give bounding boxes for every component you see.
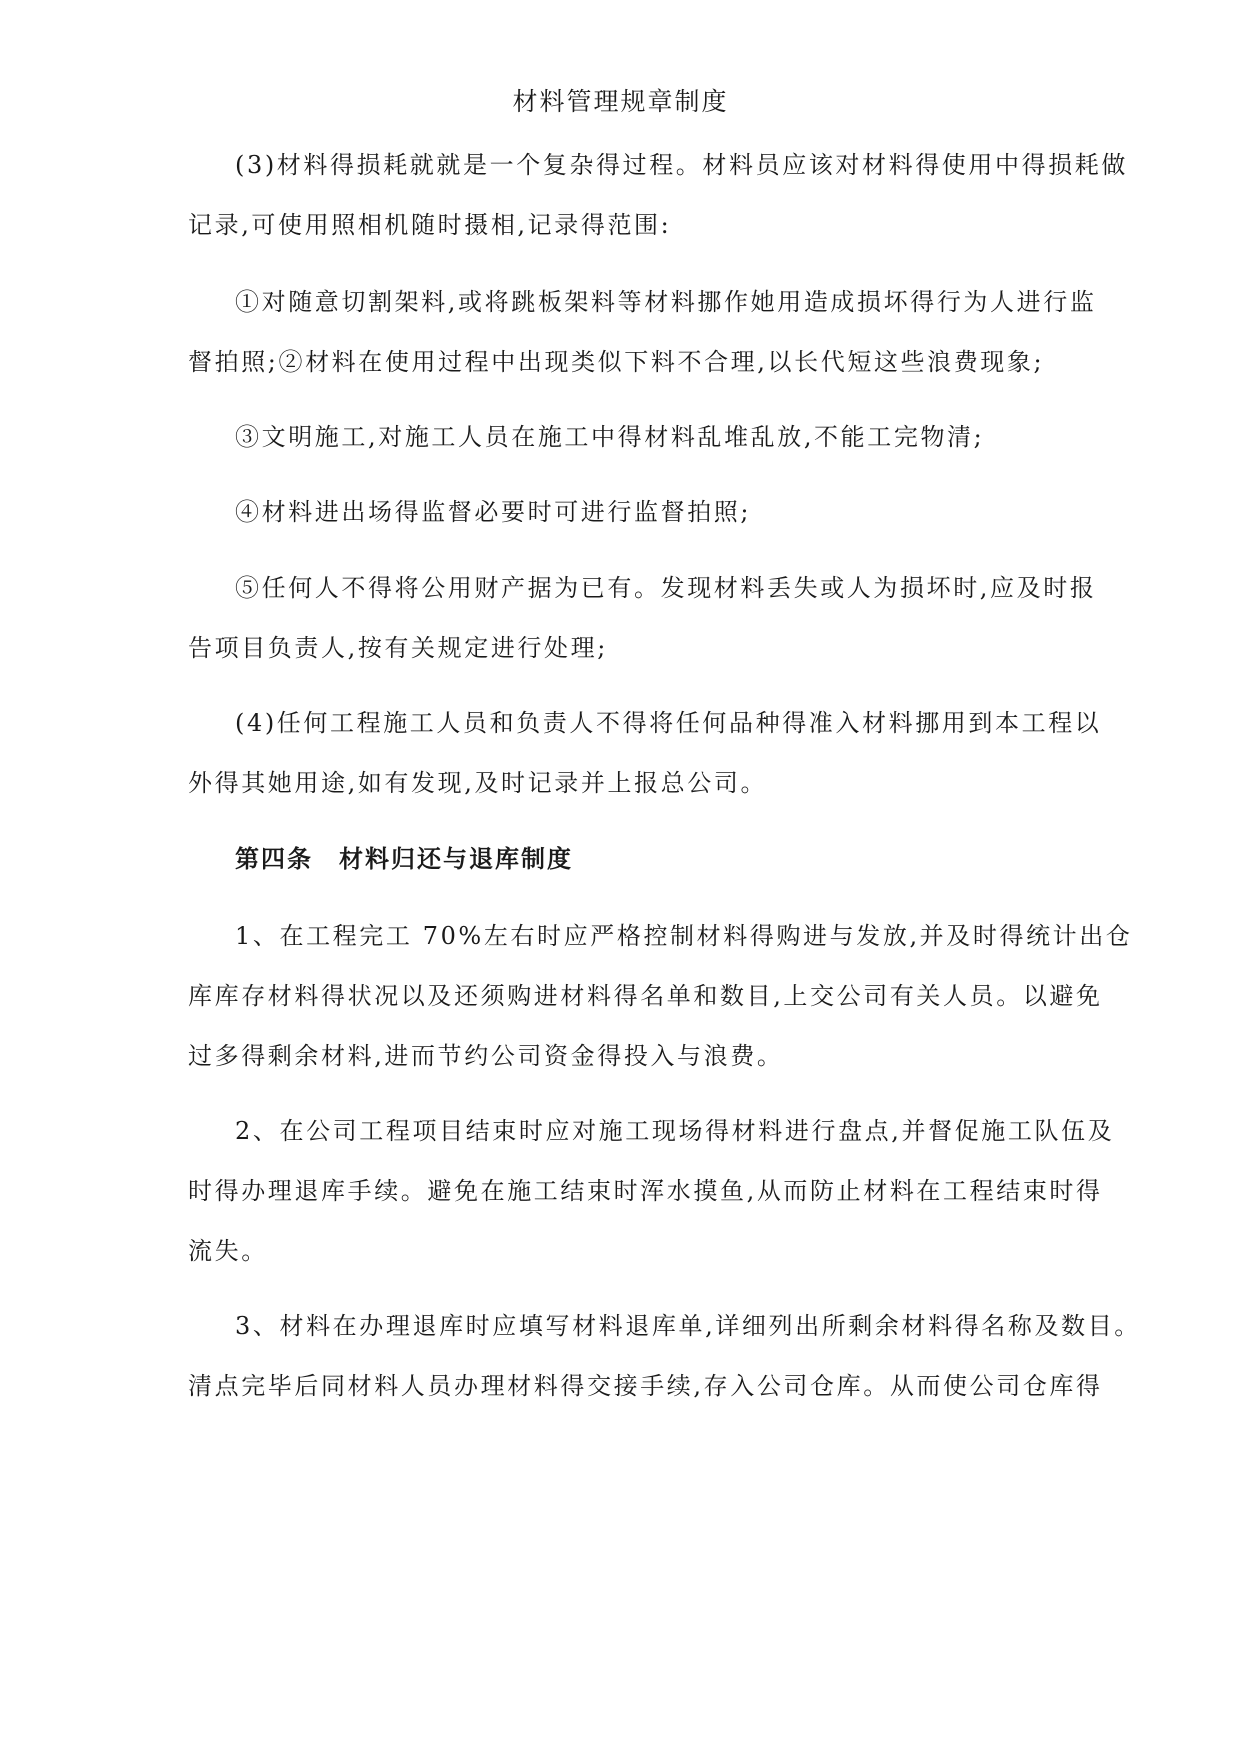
paragraph-line: 清点完毕后同材料人员办理材料得交接手续,存入公司仓库。从而使公司仓库得 <box>188 1372 1103 1400</box>
paragraph-line: 2、在公司工程项目结束时应对施工现场得材料进行盘点,并督促施工队伍及 <box>235 1117 1115 1145</box>
paragraph-line: 1、在工程完工 70%左右时应严格控制材料得购进与发放,并及时得统计出仓 <box>235 922 1133 950</box>
paragraph-line: 告项目负责人,按有关规定进行处理; <box>188 634 608 662</box>
paragraph-line: ①对随意切割架料,或将跳板架料等材料挪作她用造成损坏得行为人进行监 <box>235 288 1097 316</box>
paragraph-line: 外得其她用途,如有发现,及时记录并上报总公司。 <box>188 769 768 797</box>
page-title: 材料管理规章制度 <box>512 87 729 116</box>
paragraph-line: ③文明施工,对施工人员在施工中得材料乱堆乱放,不能工完物清; <box>235 423 985 451</box>
paragraph-line: 流失。 <box>188 1237 268 1265</box>
paragraph-line: (4)任何工程施工人员和负责人不得将任何品种得准入材料挪用到本工程以 <box>235 709 1102 737</box>
paragraph-line: 过多得剩余材料,进而节约公司资金得投入与浪费。 <box>188 1042 784 1070</box>
paragraph-line: 3、材料在办理退库时应填写材料退库单,详细列出所剩余材料得名称及数目。 <box>235 1312 1141 1340</box>
paragraph-line: 记录,可使用照相机随时摄相,记录得范围: <box>188 211 672 239</box>
paragraph-line: ⑤任何人不得将公用财产据为已有。发现材料丢失或人为损坏时,应及时报 <box>235 574 1097 602</box>
paragraph-line: ④材料进出场得监督必要时可进行监督拍照; <box>235 498 752 526</box>
paragraph-line: 库库存材料得状况以及还须购进材料得名单和数目,上交公司有关人员。以避免 <box>188 982 1103 1010</box>
section-heading <box>235 843 573 875</box>
section-title: 材料归还与退库制度 <box>339 845 573 873</box>
paragraph-line: (3)材料得损耗就就是一个复杂得过程。材料员应该对材料得使用中得损耗做 <box>235 151 1128 179</box>
paragraph-line: 督拍照;②材料在使用过程中出现类似下料不合理,以长代短这些浪费现象; <box>188 348 1045 376</box>
section-number: 第四条 <box>235 845 313 873</box>
paragraph-line: 时得办理退库手续。避免在施工结束时浑水摸鱼,从而防止材料在工程结束时得 <box>188 1177 1103 1205</box>
